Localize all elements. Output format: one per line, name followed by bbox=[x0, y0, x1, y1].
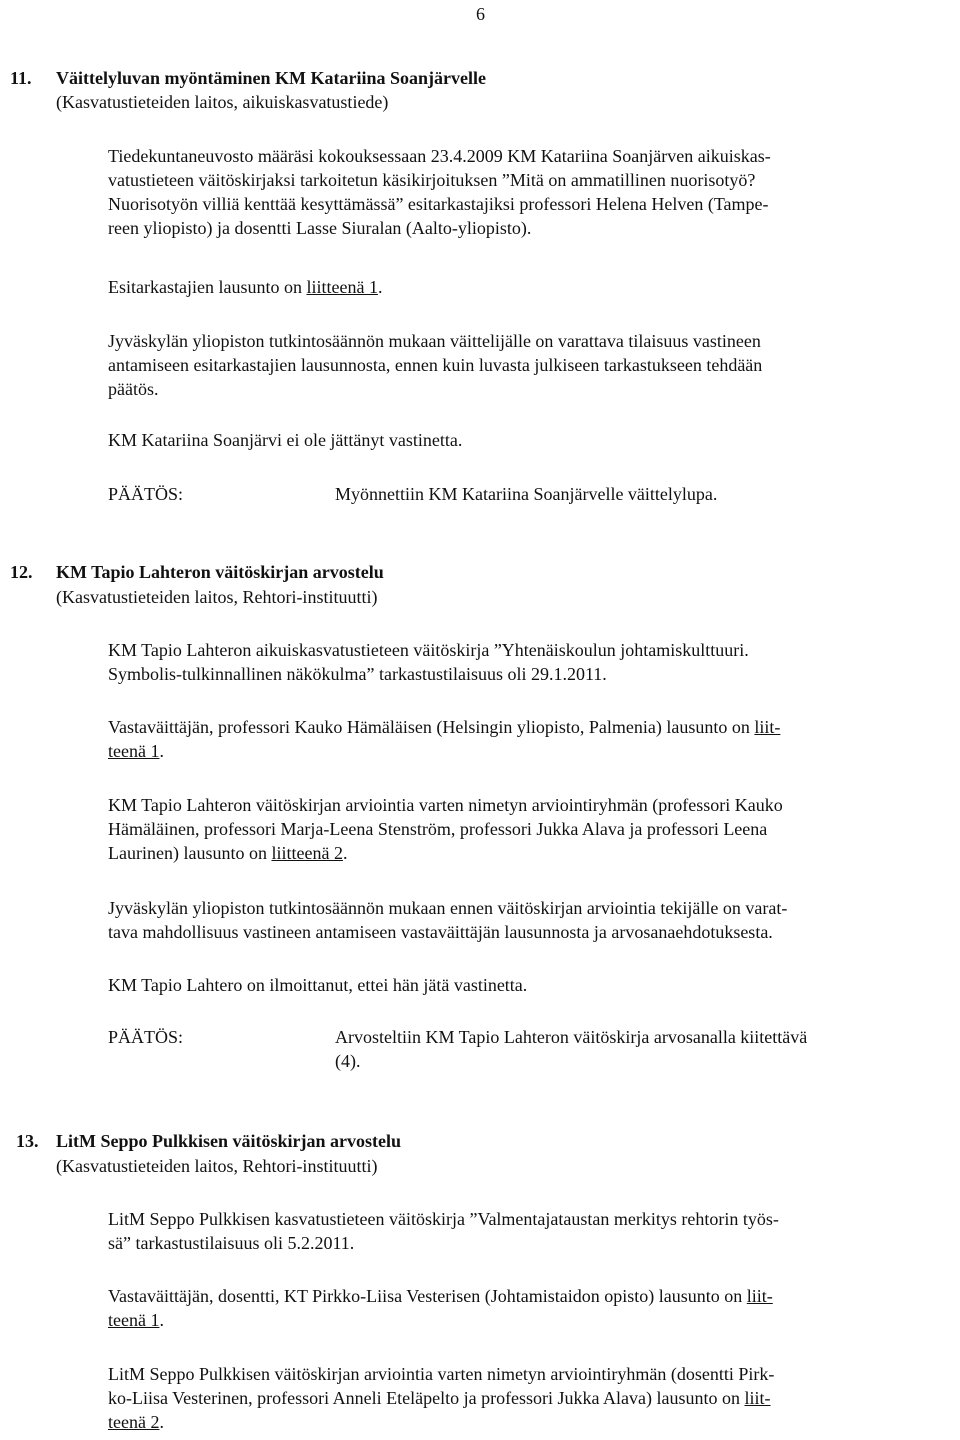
text-line: päätös. bbox=[108, 379, 159, 399]
text-line: sä” tarkastustilaisuus oli 5.2.2011. bbox=[108, 1233, 355, 1253]
section-12-title: KM Tapio Lahteron väitöskirjan arvostelu bbox=[56, 562, 384, 582]
text-line: KM Tapio Lahteron aikuiskasvatustieteen väitöskirja ”Yhtenäiskoulun johtamiskulttuuri. bbox=[108, 640, 749, 660]
section-13-paragraph-1 bbox=[108, 1207, 958, 1255]
attachment-1-link-part-2[interactable]: teenä 1 bbox=[108, 1310, 160, 1330]
text-line: reen yliopisto) ja dosentti Lasse Siuralan (Aalto-yliopisto). bbox=[108, 218, 532, 238]
section-11-subtitle: (Kasvatustieteiden laitos, aikuiskasvatustiede) bbox=[56, 92, 389, 112]
section-12-subtitle: (Kasvatustieteiden laitos, Rehtori-instituutti) bbox=[56, 587, 378, 607]
text-line: vatustieteen väitöskirjaksi tarkoitetun käsikirjoituksen ”Mitä on ammatillinen nuorisotyö? bbox=[108, 170, 756, 190]
text-line: LitM Seppo Pulkkisen kasvatustieteen väitöskirja ”Valmentajataustan merkitys rehtorin työs- bbox=[108, 1209, 779, 1229]
text-punct: . bbox=[159, 1412, 164, 1432]
page-number: 6 bbox=[476, 4, 485, 24]
section-12-decision-text bbox=[335, 1025, 935, 1073]
section-12-paragraph-3 bbox=[108, 793, 958, 865]
text-line: (4). bbox=[335, 1051, 361, 1071]
section-12-number: 12. bbox=[10, 562, 33, 582]
section-11-heading bbox=[10, 66, 486, 90]
section-13-heading bbox=[16, 1129, 401, 1153]
section-11-decision-text: Myönnettiin KM Katariina Soanjärvelle väittelylupa. bbox=[335, 484, 718, 504]
attachment-1-link-part-2[interactable]: teenä 1 bbox=[108, 741, 160, 761]
text-punct: . bbox=[159, 741, 164, 761]
attachment-1-link-part-1[interactable]: liit- bbox=[754, 717, 781, 737]
text-line: ko-Liisa Vesterinen, professori Anneli Eteläpelto ja professori Jukka Alava) lausunto on bbox=[108, 1388, 745, 1408]
text-line: Arvosteltiin KM Tapio Lahteron väitöskirja arvosanalla kiitettävä bbox=[335, 1027, 808, 1047]
section-12-paragraph-2 bbox=[108, 715, 958, 763]
text-line: Esitarkastajien lausunto on bbox=[108, 277, 307, 297]
section-11-paragraph-3 bbox=[108, 329, 958, 401]
section-12-paragraph-5: KM Tapio Lahtero on ilmoittanut, ettei hän jätä vastinetta. bbox=[108, 975, 528, 995]
text-line: Vastaväittäjän, professori Kauko Hämäläisen (Helsingin yliopisto, Palmenia) lausunto on bbox=[108, 717, 755, 737]
attachment-1-link[interactable]: liitteenä 1 bbox=[306, 277, 378, 297]
attachment-1-link-part-1[interactable]: liit- bbox=[746, 1286, 773, 1306]
text-line: Vastaväittäjän, dosentti, KT Pirkko-Liisa Vesterisen (Johtamistaidon opisto) lausunto on bbox=[108, 1286, 747, 1306]
section-11-paragraph-2 bbox=[108, 275, 958, 299]
text-line: Hämäläinen, professori Marja-Leena Stenström, professori Jukka Alava ja professori Leena bbox=[108, 819, 768, 839]
text-line: Nuorisotyön villiä kenttää kesyttämässä” esitarkastajiksi professori Helena Helven (Tampe- bbox=[108, 194, 769, 214]
text-line: Jyväskylän yliopiston tutkintosäännön mukaan ennen väitöskirjan arviointia tekijälle on varat- bbox=[108, 898, 788, 918]
section-13-paragraph-3 bbox=[108, 1362, 958, 1434]
section-13-number: 13. bbox=[16, 1131, 39, 1151]
attachment-2-link[interactable]: liitteenä 2 bbox=[271, 843, 343, 863]
text-line: KM Tapio Lahteron väitöskirjan arviointia varten nimetyn arviointiryhmän (professori Kauko bbox=[108, 795, 783, 815]
section-12-heading bbox=[10, 560, 384, 584]
section-13-paragraph-2 bbox=[108, 1284, 958, 1332]
section-12-paragraph-4 bbox=[108, 896, 958, 944]
section-11-decision-label: PÄÄTÖS: bbox=[108, 484, 184, 504]
attachment-2-link-part-1[interactable]: liit- bbox=[744, 1388, 771, 1408]
text-line: Jyväskylän yliopiston tutkintosäännön mukaan väittelijälle on varattava tilaisuus vastineen bbox=[108, 331, 761, 351]
section-11-title: Väittelyluvan myöntäminen KM Katariina Soanjärvelle bbox=[56, 68, 486, 88]
section-12-decision-label: PÄÄTÖS: bbox=[108, 1027, 184, 1047]
text-line: LitM Seppo Pulkkisen väitöskirjan arviointia varten nimetyn arviointiryhmän (dosentti Pirk- bbox=[108, 1364, 775, 1384]
section-13-subtitle: (Kasvatustieteiden laitos, Rehtori-instituutti) bbox=[56, 1156, 378, 1176]
text-punct: . bbox=[342, 843, 348, 863]
text-line: Tiedekuntaneuvosto määräsi kokouksessaan 23.4.2009 KM Katariina Soanjärven aikuiskas- bbox=[108, 146, 771, 166]
attachment-2-link-part-2[interactable]: teenä 2 bbox=[108, 1412, 160, 1432]
text-line: antamiseen esitarkastajien lausunnosta, ennen kuin luvasta julkiseen tarkastukseen tehdään bbox=[108, 355, 763, 375]
text-line: tava mahdollisuus vastineen antamiseen vastaväittäjän lausunnosta ja arvosanaehdotuksesta. bbox=[108, 922, 773, 942]
text-line: Laurinen) lausunto on bbox=[108, 843, 272, 863]
section-11-paragraph-1 bbox=[108, 144, 958, 240]
text-punct: . bbox=[377, 277, 383, 297]
section-12-paragraph-1 bbox=[108, 638, 958, 686]
section-13-title: LitM Seppo Pulkkisen väitöskirjan arvostelu bbox=[56, 1131, 402, 1151]
text-line: Symbolis-tulkinnallinen näkökulma” tarkastustilaisuus oli 29.1.2011. bbox=[108, 664, 607, 684]
section-11-number: 11. bbox=[10, 68, 32, 88]
text-punct: . bbox=[159, 1310, 164, 1330]
section-11-paragraph-4: KM Katariina Soanjärvi ei ole jättänyt vastinetta. bbox=[108, 430, 463, 450]
